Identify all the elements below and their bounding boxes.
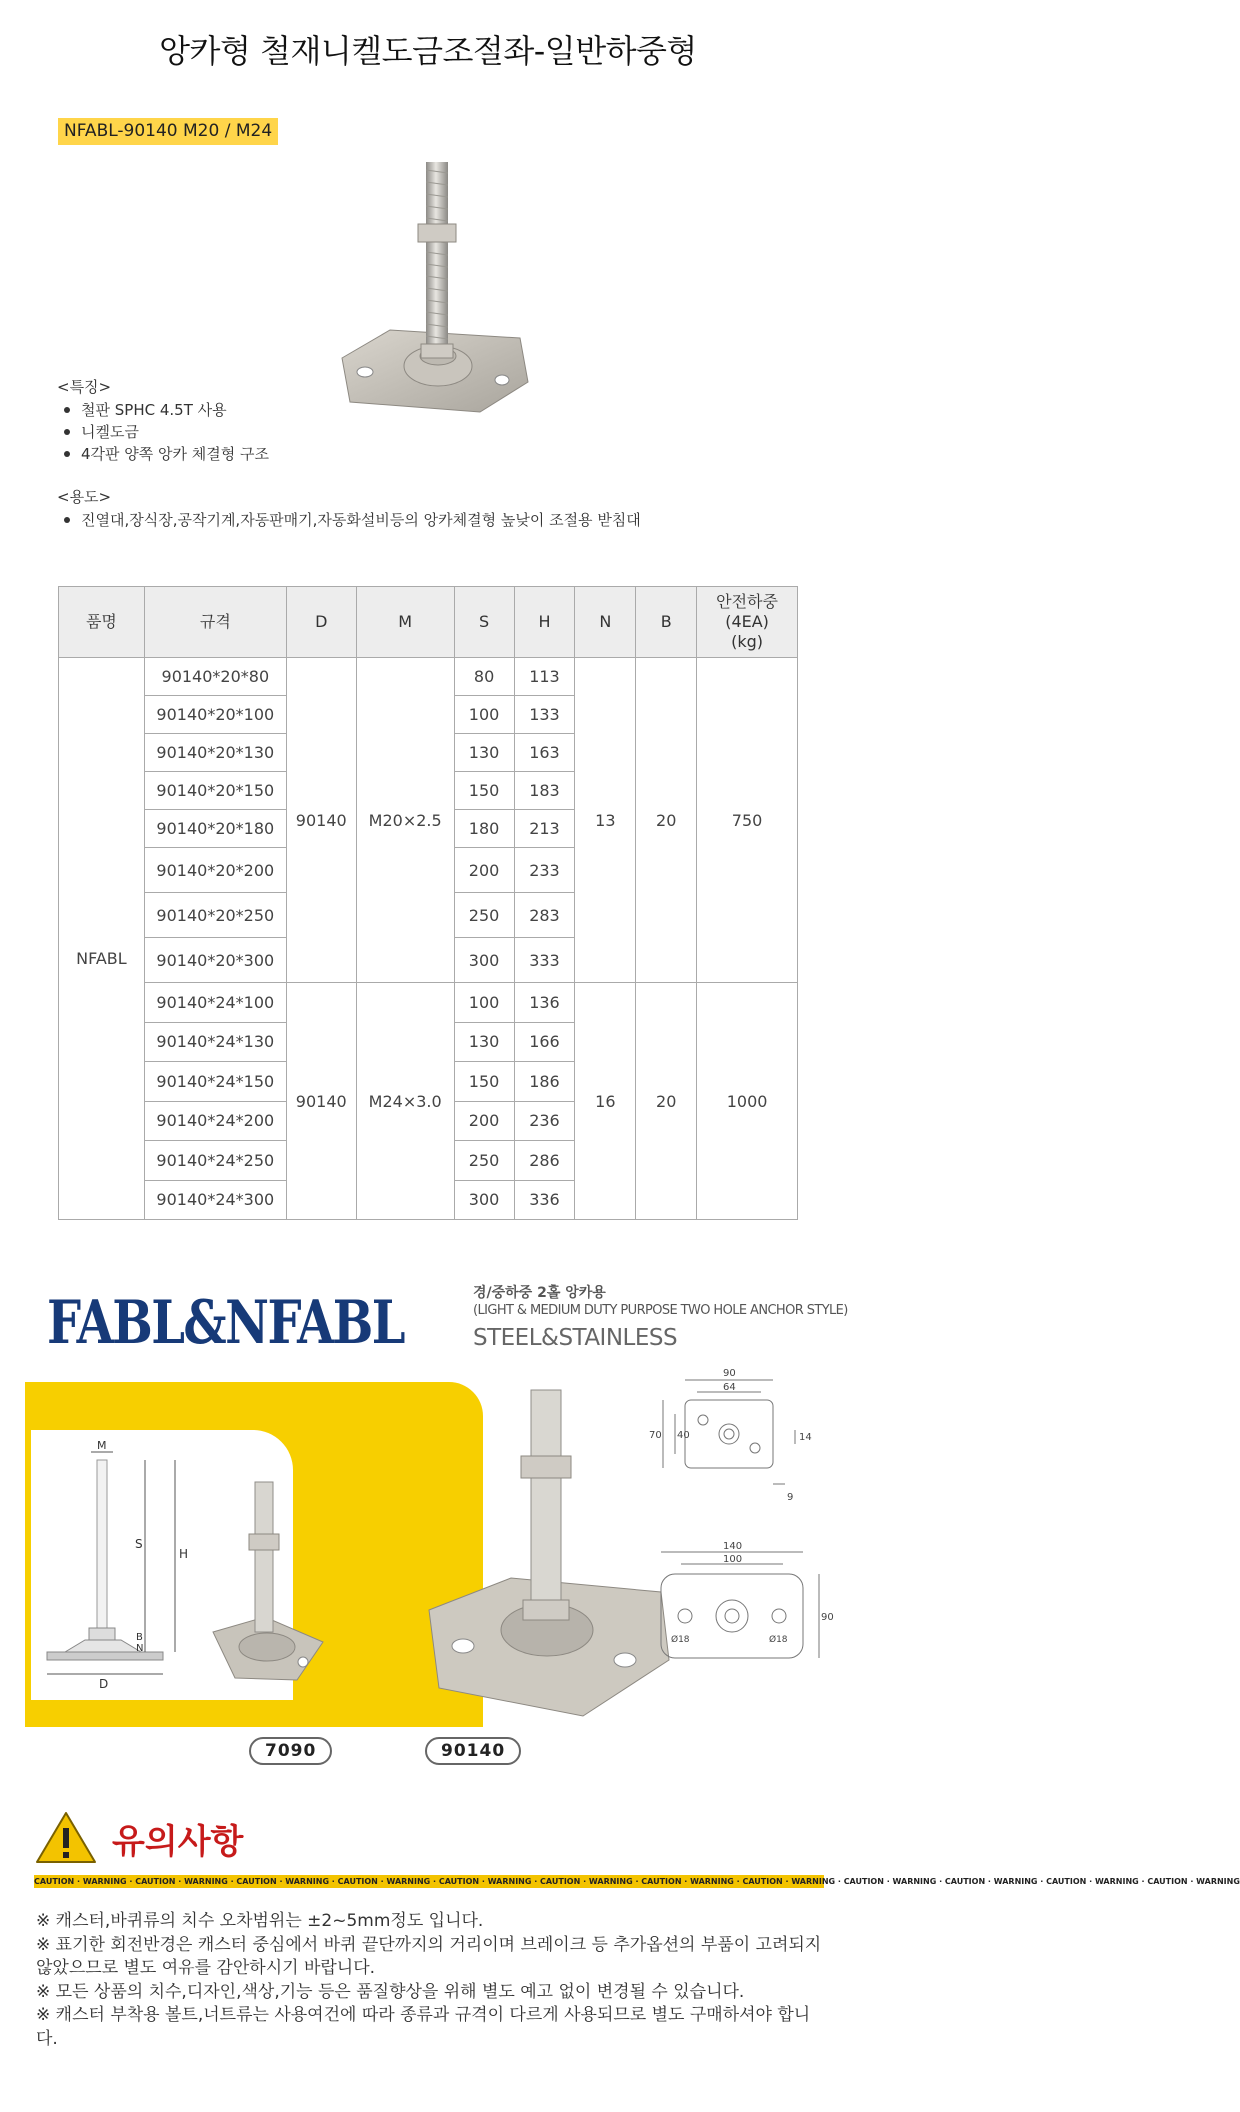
table-cell: 20: [636, 658, 697, 983]
table-header-cell: 안전하중 (4EA) (kg): [697, 587, 798, 658]
usage-item: 진열대,장식장,공작기계,자동판매기,자동화설비등의 앙카체결형 높낮이 조절용 받침대: [57, 509, 641, 531]
dim-bottom-w2: 100: [723, 1554, 743, 1565]
table-cell: 16: [575, 983, 636, 1220]
table-cell: 90140*20*200: [144, 848, 286, 893]
drawing-90140: [637, 1538, 834, 1668]
dim-top-w1: 90: [723, 1368, 736, 1379]
table-cell: 100: [454, 696, 514, 734]
table-cell: 90140*24*250: [144, 1141, 286, 1181]
table-row: [59, 658, 798, 696]
table-cell: 1000: [697, 983, 798, 1220]
table-cell: 100: [454, 983, 514, 1023]
table-cell: 186: [514, 1062, 575, 1102]
note-item: ※ 표기한 회전반경은 캐스터 중심에서 바퀴 끝단까지의 거리이며 브레이크 등 추가옵션의 부품이 고려되지 않았으므로 별도 여유를 감안하시기 바랍니다.: [36, 1934, 822, 1978]
table-cell: 133: [514, 696, 575, 734]
dim-top-h1: 70: [649, 1430, 662, 1441]
table-cell: 113: [514, 658, 575, 696]
table-cell: 333: [514, 938, 575, 983]
table-cell: 750: [697, 658, 798, 983]
features-section: [57, 376, 269, 465]
table-cell: 300: [454, 1180, 514, 1220]
banner-subtitle-english: (LIGHT & MEDIUM DUTY PURPOSE TWO HOLE ANCHOR STYLE): [473, 1303, 848, 1318]
table-header-cell: D: [286, 587, 356, 658]
banner-title: FABL&NFABL: [47, 1288, 404, 1358]
table-cell: 90140*24*150: [144, 1062, 286, 1102]
feature-item: 철판 SPHC 4.5T 사용: [57, 399, 269, 421]
table-cell: 20: [636, 983, 697, 1220]
warning-icon: [34, 1810, 98, 1866]
caution-notes: [36, 1910, 826, 2051]
table-header-cell: 품명: [59, 587, 145, 658]
table-header-cell: S: [454, 587, 514, 658]
dim-bottom-hole-left: Ø18: [671, 1635, 690, 1645]
table-cell: 233: [514, 848, 575, 893]
feature-item: 니켈도금: [57, 421, 269, 443]
table-cell: 90140*20*130: [144, 734, 286, 772]
banner-material: STEEL&STAINLESS: [473, 1325, 678, 1351]
note-item: ※ 캐스터,바퀴류의 치수 오차범위는 ±2~5mm정도 입니다.: [36, 1911, 484, 1931]
table-cell: 130: [454, 1022, 514, 1062]
table-cell: M20×2.5: [356, 658, 454, 983]
label-s: S: [135, 1537, 143, 1551]
banner-subtitle-korean: 경/중하중 2홀 앙카용: [473, 1285, 606, 1301]
table-header-cell: H: [514, 587, 575, 658]
note-item: ※ 캐스터 부착용 볼트,너트류는 사용여건에 따라 종류과 규격이 다르게 사용되므로 별도 구매하셔야 합니다.: [36, 2005, 811, 2049]
model-tag: NFABL-90140 M20 / M24: [58, 118, 278, 145]
label-7090: 7090: [249, 1737, 332, 1765]
label-b: B: [136, 1632, 143, 1643]
product-photo: [320, 140, 550, 420]
table-cell: 90140: [286, 658, 356, 983]
table-cell: 336: [514, 1180, 575, 1220]
table-cell: 200: [454, 1101, 514, 1141]
label-90140: 90140: [425, 1737, 521, 1765]
table-cell: 90140*24*130: [144, 1022, 286, 1062]
table-header-cell: 규격: [144, 587, 286, 658]
table-cell: 286: [514, 1141, 575, 1181]
dim-bottom-w1: 140: [723, 1541, 743, 1552]
table-cell: 236: [514, 1101, 575, 1141]
table-cell: 166: [514, 1022, 575, 1062]
table-cell: 80: [454, 658, 514, 696]
table-cell: 200: [454, 848, 514, 893]
table-cell: 213: [514, 810, 575, 848]
usage-section: [57, 486, 641, 531]
table-cell: 150: [454, 772, 514, 810]
caution-strip: CAUTION · WARNING · CAUTION · WARNING · CAUTION · WARNING · CAUTION · WARNING · CAUTION · WARNING · CAUTION · WARNING · CAUTION · WARNING · CAUTION · WARNING · CAUTION · WARNING · CAUTION · WARNING · CAUTION · WARNING · CAUTION · WARNING: [34, 1877, 1240, 1886]
table-cell: 13: [575, 658, 636, 983]
dim-top-bottom: 9: [787, 1492, 794, 1503]
table-cell: 150: [454, 1062, 514, 1102]
table-header-cell: M: [356, 587, 454, 658]
caution-header: [34, 1810, 434, 1872]
label-d: D: [99, 1677, 109, 1691]
dim-bottom-hole-right: Ø18: [769, 1635, 788, 1645]
table-cell: 90140*20*80: [144, 658, 286, 696]
note-item: ※ 모든 상품의 치수,디자인,색상,기능 등은 품질향상을 위해 별도 예고 없이 변경될 수 있습니다.: [36, 1981, 745, 2002]
table-cell: 90140*24*300: [144, 1180, 286, 1220]
table-cell: 90140: [286, 983, 356, 1220]
table-cell: 183: [514, 772, 575, 810]
table-cell: 136: [514, 983, 575, 1023]
dimension-diagram: [35, 1440, 195, 1690]
caution-title: 유의사항: [112, 1822, 244, 1862]
table-row: [59, 983, 798, 1023]
dim-bottom-h: 90: [821, 1612, 834, 1623]
table-cell: 283: [514, 893, 575, 938]
product-banner: [25, 1272, 848, 1802]
product-photo-7090: [205, 1472, 335, 1702]
dim-top-side: 14: [799, 1432, 812, 1443]
table-cell: 250: [454, 1141, 514, 1181]
spec-table: [58, 586, 798, 1220]
dim-top-h2: 40: [677, 1430, 690, 1441]
table-cell: 90140*20*150: [144, 772, 286, 810]
table-cell: NFABL: [59, 658, 145, 1220]
page-title: 앙카형 철재니켈도금조절좌-일반하중형: [159, 32, 697, 70]
table-cell: 90140*24*200: [144, 1101, 286, 1141]
label-m: M: [97, 1439, 107, 1452]
features-heading: <특징>: [57, 378, 112, 396]
table-cell: 300: [454, 938, 514, 983]
table-cell: 130: [454, 734, 514, 772]
table-cell: 250: [454, 893, 514, 938]
table-cell: 90140*24*100: [144, 983, 286, 1023]
label-n: N: [136, 1643, 144, 1654]
drawing-7090: [645, 1360, 831, 1510]
table-cell: 180: [454, 810, 514, 848]
table-header-cell: N: [575, 587, 636, 658]
table-cell: 90140*20*100: [144, 696, 286, 734]
feature-item: 4각판 양쪽 앙카 체결형 구조: [57, 443, 269, 465]
dim-top-w2: 64: [723, 1382, 736, 1393]
table-cell: M24×3.0: [356, 983, 454, 1220]
table-header-cell: B: [636, 587, 697, 658]
usage-heading: <용도>: [57, 488, 112, 506]
label-h: H: [179, 1547, 189, 1561]
table-cell: 90140*20*300: [144, 938, 286, 983]
table-cell: 90140*20*250: [144, 893, 286, 938]
table-cell: 163: [514, 734, 575, 772]
table-cell: 90140*20*180: [144, 810, 286, 848]
